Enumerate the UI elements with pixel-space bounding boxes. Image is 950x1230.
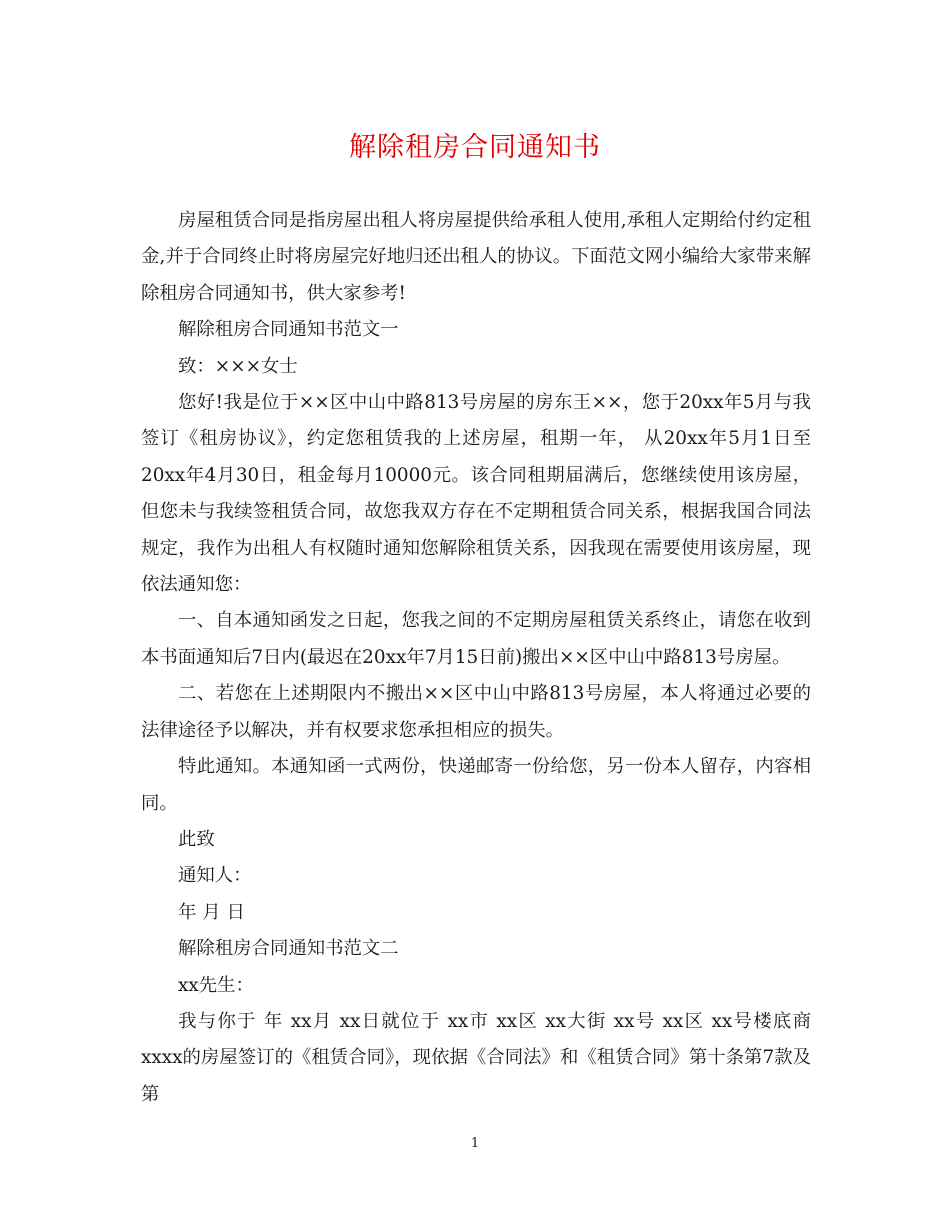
letter-paragraph: 您好!我是位于××区中山中路813号房屋的房东王××，您于20xx年5月与我签订《租房协议》，约定您租赁我的上述房屋，租期一年， 从20xx年5月1日至20xx年4月30日，租金每月10000元。该合同租期届满后，您继续使用该房屋，但您未与我续签租赁合同，故您我双方存在不定期租赁合同关系，根据我国合同法规定，我作为出租人有权随时通知您解除租赁关系，因我现在需要使用该房屋，现依法通知您： xyxy=(141,392,811,596)
notifier-line: 通知人： xyxy=(178,865,252,887)
addressee-line-two: xx先生： xyxy=(178,974,254,996)
document-body xyxy=(141,203,811,1113)
addressee-line: 致：×××女士 xyxy=(178,355,298,377)
section-heading-sample-one: 解除租房合同通知书范文一 xyxy=(178,319,399,341)
notice-closing-paragraph: 特此通知。本通知函一式两份，快递邮寄一份给您，另一份本人留存，内容相同。 xyxy=(141,756,811,814)
intro-paragraph: 房屋租赁合同是指房屋出租人将房屋提供给承租人使用,承租人定期给付约定租金,并于合同终止时将房屋完好地归还出租人的协议。下面范文网小编给大家带来解除租房合同通知书，供大家参考! xyxy=(141,210,811,304)
letter-paragraph-two: 我与你于 年 xx月 xx日就位于 xx市 xx区 xx大街 xx号 xx区 xx号楼底商 xxxx的房屋签订的《租赁合同》，现依据《合同法》和《租赁合同》第十条第7款及第 xyxy=(141,1010,811,1105)
clause-two-paragraph: 二、若您在上述期限内不搬出××区中山中路813号房屋，本人将通过必要的法律途径予以解决，并有权要求您承担相应的损失。 xyxy=(141,683,811,741)
clause-one-paragraph: 一、自本通知函发之日起，您我之间的不定期房屋租赁关系终止，请您在收到本书面通知后7日内(最迟在20xx年7月15日前)搬出××区中山中路813号房屋。 xyxy=(141,610,811,668)
salutation-line: 此致 xyxy=(178,828,215,850)
page-number: 1 xyxy=(470,1136,480,1151)
date-line: 年 月 日 xyxy=(178,901,245,923)
document-title: 解除租房合同通知书 xyxy=(349,132,601,163)
section-heading-sample-two: 解除租房合同通知书范文二 xyxy=(178,938,399,960)
